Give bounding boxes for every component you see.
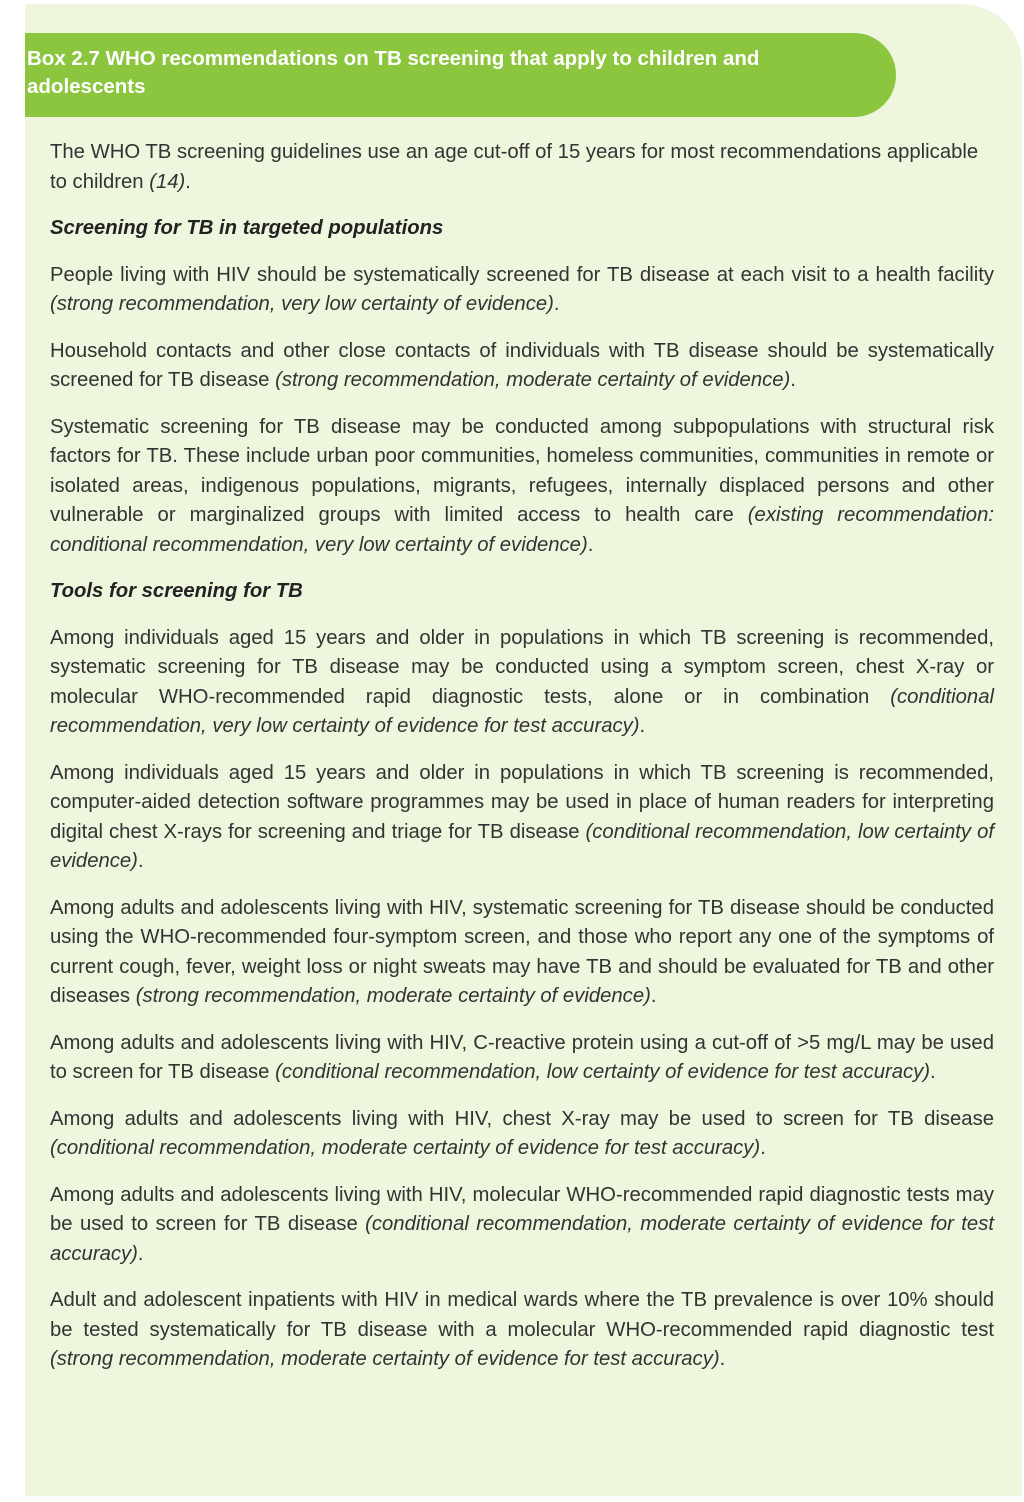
recommendation-text: Among adults and adolescents living with HIV, systematic screening for TB disease should be conducted using the WHO-recommended four-symptom screen, and those who report any one of the symptoms of current cough, fever, weight loss or night sweats may have TB and should be evaluated for TB and other diseases: [50, 896, 994, 1007]
box-title: [25, 33, 896, 117]
recommendation-paragraph: [50, 1105, 994, 1164]
recommendation-end: .: [137, 850, 144, 872]
recommendation-paragraph: [50, 624, 994, 742]
recommendation-text: Adult and adolescent inpatients with HIV in medical wards where the TB prevalence is over 10% should be tested systematically for TB disease with a molecular WHO-recommended rapid diagnostic test: [50, 1289, 994, 1341]
recommendation-text: Among adults and adolescents living with HIV, C-reactive protein using a cut-off of >5 mg/L may be used to screen for TB disease: [50, 1031, 994, 1083]
recommendation-paragraph: [50, 413, 994, 561]
recommendation-strength: (strong recommendation, moderate certainty of evidence): [135, 985, 651, 1007]
recommendation-text: People living with HIV should be systematically screened for TB disease at each visit to a health facility: [50, 263, 994, 286]
recommendation-strength: (strong recommendation, moderate certainty of evidence for test accuracy): [50, 1348, 720, 1370]
recommendation-end: .: [650, 985, 657, 1007]
box-title-text: Box 2.7 WHO recommendations on TB screening that apply to children and adolescents: [27, 47, 760, 98]
recommendation-end: .: [790, 369, 796, 391]
recommendation-text: Household contacts and other close contacts of individuals with TB disease should be systematically screened for TB disease: [50, 339, 994, 391]
recommendation-text: Among individuals aged 15 years and older in populations in which TB screening is recommended, computer-aided detection software programmes may be used in place of human readers for interpreting digital chest X-rays for screening and triage for TB disease: [50, 761, 994, 843]
recommendation-paragraph: [50, 337, 994, 396]
recommendation-text: Systematic screening for TB disease may be conducted among subpopulations with structural risk factors for TB. These include urban poor communities, homeless communities, communities in remote or isolated areas, indigenous populations, migrants, refugees, internally displaced persons and other vulnerable or marginalized groups with limited access to health care: [50, 415, 994, 526]
section-heading-screening-tools: Tools for screening for TB: [50, 580, 303, 602]
intro-end: .: [185, 170, 191, 193]
recommendation-strength: (conditional recommendation, moderate certainty of evidence for test accuracy): [50, 1213, 994, 1265]
recommendation-strength: (strong recommendation, moderate certainty of evidence): [275, 369, 791, 391]
recommendation-end: .: [553, 293, 560, 315]
recommendation-strength: (existing recommendation: conditional recommendation, very low certainty of evidence): [50, 504, 994, 556]
recommendation-end: .: [930, 1061, 936, 1083]
recommendation-paragraph: [50, 1029, 994, 1088]
intro-paragraph: [50, 138, 994, 197]
recommendation-text: Among adults and adolescents living with HIV, molecular WHO-recommended rapid diagnostic tests may be used to screen for TB disease: [50, 1183, 994, 1235]
box-content: [50, 138, 994, 1392]
recommendation-paragraph: [50, 1181, 994, 1270]
recommendation-paragraph: [50, 759, 994, 877]
recommendation-end: .: [760, 1137, 766, 1159]
recommendation-paragraph: [50, 1286, 994, 1375]
recommendation-strength: (conditional recommendation, very low certainty of evidence for test accuracy): [50, 685, 994, 737]
intro-text: The WHO TB screening guidelines use an age cut-off of 15 years for most recommendations applicable to children: [50, 141, 979, 193]
recommendation-strength: (conditional recommendation, low certainty of evidence for test accuracy): [275, 1061, 931, 1083]
recommendation-paragraph: [50, 261, 994, 320]
recommendation-text: Among individuals aged 15 years and older in populations in which TB screening is recommended, systematic screening for TB disease may be conducted using a symptom screen, chest X-ray or molecular WHO-recommended rapid diagnostic tests, alone or in combination: [50, 626, 994, 708]
recommendation-paragraph: [50, 894, 994, 1012]
recommendation-text: Among adults and adolescents living with HIV, chest X-ray may be used to screen for TB disease: [50, 1107, 994, 1130]
recommendation-strength: (strong recommendation, very low certainty of evidence): [50, 293, 554, 315]
recommendation-strength: (conditional recommendation, moderate certainty of evidence for test accuracy): [50, 1137, 761, 1159]
recommendation-end: .: [719, 1348, 726, 1370]
recommendation-strength: (conditional recommendation, low certainty of evidence): [50, 820, 994, 872]
recommendation-end: .: [137, 1242, 144, 1265]
recommendation-end: .: [587, 533, 594, 556]
intro-reference: (14): [149, 170, 186, 193]
section-heading-targeted-populations: Screening for TB in targeted populations: [50, 217, 444, 239]
recommendation-end: .: [639, 715, 646, 737]
